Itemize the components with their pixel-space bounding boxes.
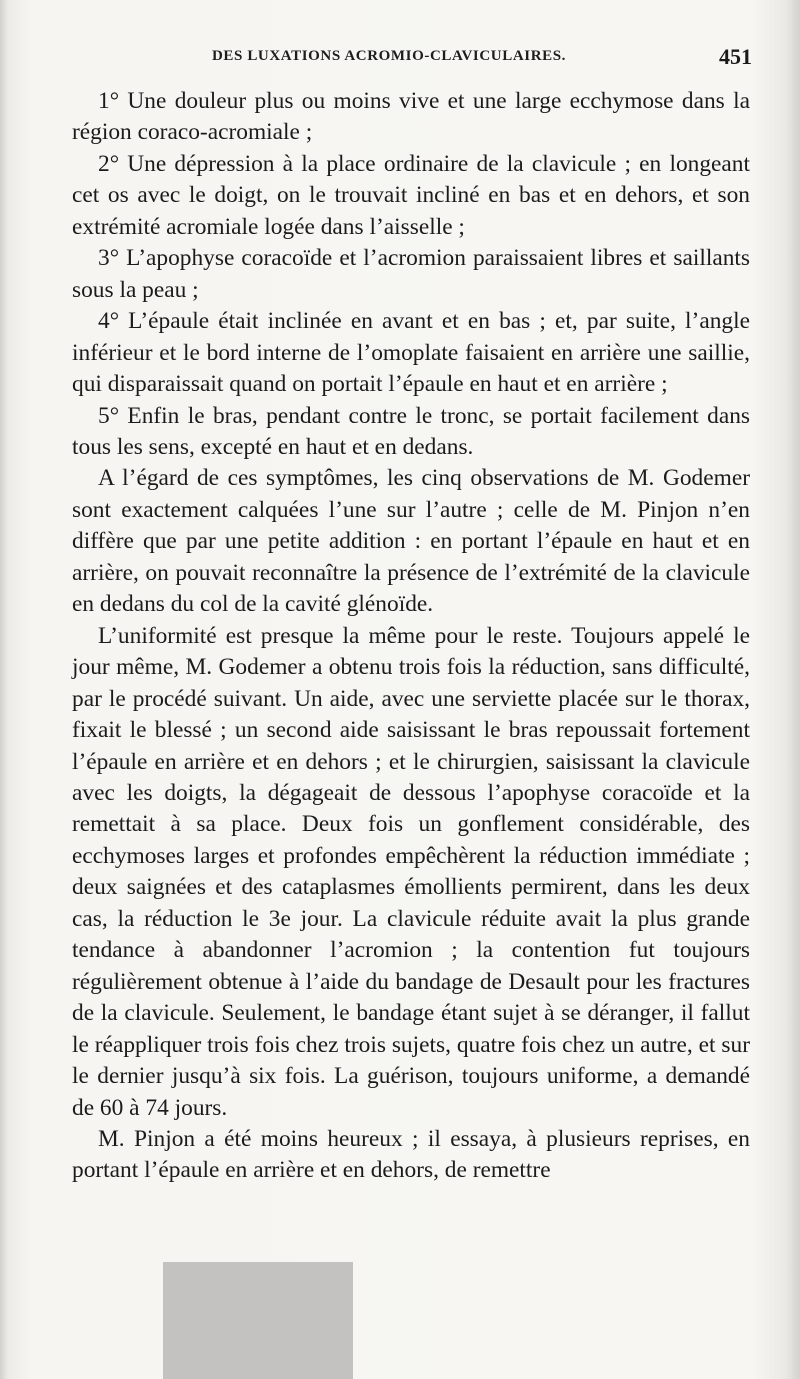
paragraph-symptom-1: 1° Une douleur plus ou moins vive et une large ecchymose dans la région coraco-acromiale ; [72, 88, 750, 146]
page-tab-overlay [163, 1262, 353, 1379]
page-right-shadow [786, 0, 800, 1379]
body-text [72, 86, 750, 1187]
paragraph-treatment: L’uniformité est presque la même pour le reste. Toujours appelé le jour même, M. Godemer a obtenu trois fois la réduction, sans difficulté, par le procédé suivant. Un aide, avec une serviette placée sur le thorax, fixait le blessé ; un second aide saisissant le bras repoussait fortement l’épaule en arrière et en dehors ; et le chirurgien, saisissant la clavicule avec les doigts, la dégageait de dessous l’apophyse coracoïde et la remettait à sa place. Deux fois un gonflement considérable, des ecchymoses larges et profondes empêchèrent la réduction immédiate ; deux saignées et des cataplasmes émollients permirent, dans les deux cas, la réduction le 3e jour. La clavicule réduite avait la plus grande tendance à abandonner l’acromion ; la contention fut toujours régulièrement obtenue à l’aide du bandage de Desault pour les fractures de la clavicule. Seulement, le bandage étant sujet à se déranger, il fallut le réappliquer trois fois chez trois sujets, quatre fois chez un autre, et sur le dernier jusqu’à six fois. La guérison, toujours uniforme, a demandé de 60 à 74 jours. [72, 622, 750, 1121]
running-header [212, 44, 752, 76]
paragraph-observations: A l’égard de ces symptômes, les cinq observations de M. Godemer sont exactement calquées l’une sur l’autre ; celle de M. Pinjon n’en diffère que par une petite addition : en portant l’épaule en haut et en arrière, on pouvait reconnaître la présence de l’extrémité de la clavicule en dedans du col de la cavité glénoïde. [72, 465, 750, 618]
page-number: 451 [719, 44, 752, 69]
paragraph-symptom-3: 3° L’apophyse coracoïde et l’acromion paraissaient libres et saillants sous la peau ; [72, 245, 750, 303]
paragraph-symptom-2: 2° Une dépression à la place ordinaire de la clavicule ; en longeant cet os avec le doigt, on le trouvait incliné en bas et en dehors, et son extrémité acromiale logée dans l’aisselle ; [72, 150, 750, 240]
running-title: DES LUXATIONS ACROMIO-CLAVICULAIRES. [212, 48, 567, 64]
paragraph-symptom-5: 5° Enfin le bras, pendant contre le tronc, se portait facilement dans tous les sens, excepté en haut et en dedans. [72, 402, 750, 460]
paragraph-symptom-4: 4° L’épaule était inclinée en avant et en bas ; et, par suite, l’angle inférieur et le bord interne de l’omoplate faisaient en arrière une saillie, qui disparaissait quand on portait l’épaule en haut et en arrière ; [72, 308, 750, 398]
paragraph-pinjon: M. Pinjon a été moins heureux ; il essaya, à plusieurs reprises, en portant l’épaule en arrière et en dehors, de remettre [72, 1125, 750, 1184]
page-left-shadow [0, 0, 8, 1379]
